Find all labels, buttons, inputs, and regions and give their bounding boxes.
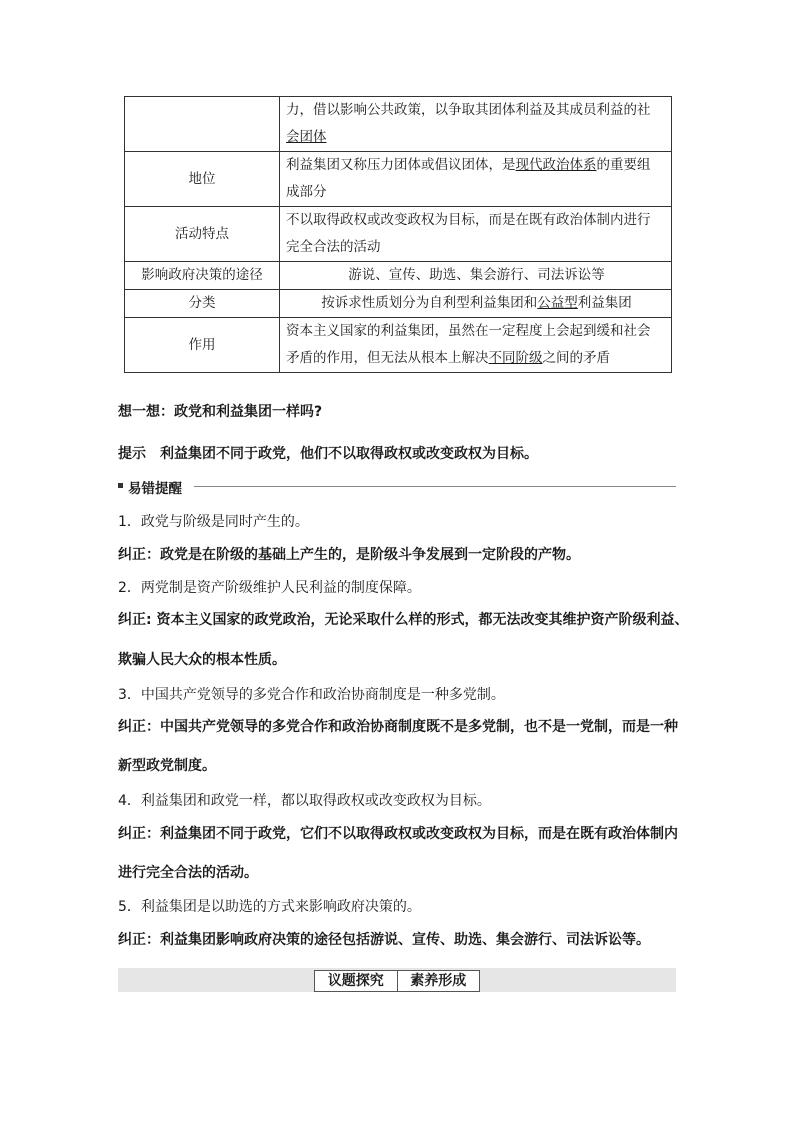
cell-text: 利益集团 <box>577 295 632 311</box>
tips-title: 易错提醒 <box>128 481 182 497</box>
think-text: ：政党和利益集团一样吗? <box>160 404 323 420</box>
tip-correction: 纠正：中国共产党领导的多党合作和政治协商制度既不是多党制，也不是一党制，而是一种 <box>118 719 678 735</box>
table-row <box>125 152 672 207</box>
table-content-cell <box>280 318 672 373</box>
cell-text-underlined: 会团体 <box>286 129 327 145</box>
tip-question: 1．政党与阶级是同时产生的。 <box>118 514 309 530</box>
table-header-cell: 活动特点 <box>125 207 280 262</box>
table-row <box>125 97 672 152</box>
tips-section-header <box>118 477 676 495</box>
table-row <box>125 207 672 262</box>
table-header-cell: 影响政府决策的途径 <box>125 262 280 290</box>
table-row <box>125 290 672 318</box>
tip-correction: 纠正：利益集团不同于政党，它们不以取得政权或改变政权为目标，而是在既有政治体制内 <box>118 826 678 842</box>
tip-question: 4．利益集团和政党一样，都以取得政权或改变政权为目标。 <box>118 793 491 809</box>
table-content-cell: 游说、宣传、助选、集会游行、司法诉讼等 <box>280 262 672 290</box>
cell-text: 不以取得政权或改变政权为目标，而是在既有政治体制内进行 <box>286 212 651 228</box>
banner-right-text: 素养形成 <box>410 973 467 989</box>
cell-text: 按诉求性质划分为自利型利益集团和 <box>321 295 538 311</box>
cell-text: 成部分 <box>286 184 327 200</box>
cell-text: 矛盾的作用，但无法从根本上解决 <box>286 350 489 366</box>
hint-text: 利益集团不同于政党，他们不以取得政权或改变政权为目标。 <box>146 446 538 462</box>
tip-correction: 纠正：政党是在阶级的基础上产生的，是阶级斗争发展到一定阶段的产物。 <box>118 547 580 563</box>
table-header-cell: 作用 <box>125 318 280 373</box>
section-banner-box <box>314 970 480 992</box>
table-header-cell <box>125 97 280 152</box>
cell-text-underlined: 现代政治体系 <box>515 157 597 173</box>
banner-left-text: 议题探究 <box>315 971 398 991</box>
section-banner <box>118 968 676 992</box>
tip-correction: 纠正：利益集团影响政府决策的途径包括游说、宣传、助选、集会游行、司法诉讼等。 <box>118 932 650 948</box>
cell-text: 完全合法的活动 <box>286 239 381 255</box>
tip-correction-cont: 进行完全合法的活动。 <box>118 865 258 881</box>
hint-label: 提示 <box>118 446 146 462</box>
tip-correction-cont: 新型政党制度。 <box>118 758 216 774</box>
tip-question: 2．两党制是资产阶级维护人民利益的制度保障。 <box>118 580 421 596</box>
tip-question: 3．中国共产党领导的多党合作和政治协商制度是一种多党制。 <box>118 687 505 703</box>
hint-paragraph <box>118 443 538 463</box>
table-header-cell: 地位 <box>125 152 280 207</box>
table-content-cell <box>280 152 672 207</box>
table-content-cell <box>280 97 672 152</box>
cell-text-underlined: 不同阶级 <box>488 350 543 366</box>
cell-text: 利益集团又称压力团体或倡议团体，是 <box>286 157 516 173</box>
cell-text: 之间的矛盾 <box>542 350 610 366</box>
tip-correction: 纠正: 资本主义国家的政党政治，无论采取什么样的形式，都无法改变其维护资产阶级利益、 <box>118 612 689 628</box>
square-bullet-icon <box>118 483 123 488</box>
interest-group-table <box>124 96 672 373</box>
table-content-cell <box>280 290 672 318</box>
table-content-cell <box>280 207 672 262</box>
table-row <box>125 318 672 373</box>
cell-text: 资本主义国家的利益集团，虽然在一定程度上会起到缓和社会 <box>286 323 651 339</box>
divider <box>194 486 676 487</box>
cell-text: 力，借以影响公共政策，以争取其团体利益及其成员利益的社 <box>286 102 651 118</box>
cell-text-underlined: 公益型 <box>537 295 578 311</box>
table-header-cell: 分类 <box>125 290 280 318</box>
think-label: 想一想 <box>118 404 160 420</box>
cell-text: 的重要组 <box>596 157 651 173</box>
think-question <box>118 401 322 421</box>
tip-question: 5．利益集团是以助选的方式来影响政府决策的。 <box>118 899 421 915</box>
tip-correction-cont: 欺骗人民大众的根本性质。 <box>118 652 286 668</box>
table-row <box>125 262 672 290</box>
